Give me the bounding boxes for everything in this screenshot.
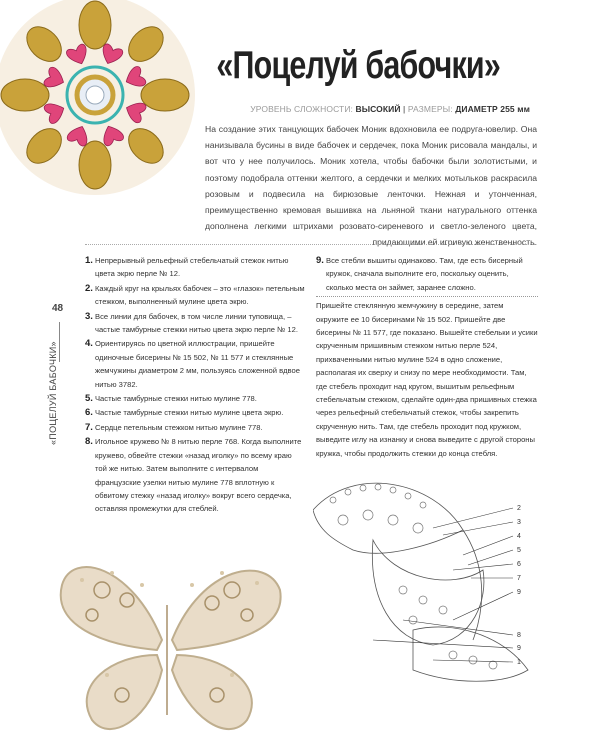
step-item xyxy=(85,337,305,391)
step-number: 3. xyxy=(85,310,93,322)
page-number: 48 xyxy=(52,303,64,314)
step-number: 8. xyxy=(85,436,93,448)
step-number: 6. xyxy=(85,407,93,419)
step-item xyxy=(85,406,305,419)
dotted-divider xyxy=(316,296,538,297)
meta-separator: | xyxy=(400,104,408,114)
step-number: 9. xyxy=(316,255,324,266)
diagram-label: 2 xyxy=(517,505,521,512)
step-text: Каждый круг на крыльях бабочек – это «глазок» петельным стежком, выполненный мулине цвета экрю. xyxy=(95,283,305,307)
step-text: Ориентируясь по цветной иллюстрации, пришейте одиночные бисерины № 15 502, № 11 577 и стеклянные жемчужины диаметром 2 мм, пользуясь сложенной вдвое нитью 3782. xyxy=(95,339,300,389)
step-text: Сердце петельным стежком нитью мулине 778. xyxy=(95,422,263,432)
sidebar-rule xyxy=(59,322,60,362)
diagram-label: 3 xyxy=(517,519,521,526)
level-label: УРОВЕНЬ СЛОЖНОСТИ: xyxy=(250,104,353,114)
step-text: Частые тамбурные стежки нитью мулине цвета экрю. xyxy=(95,408,284,418)
diagram-label: 1 xyxy=(517,659,521,666)
diagram-label: 5 xyxy=(517,547,521,554)
step-item xyxy=(85,254,305,281)
step-item xyxy=(316,254,538,294)
intro-paragraph: На создание этих танцующих бабочек Моник вдохновила ее подруга-ювелир. Она нанизывала бусины в виде бабочек и сердечек, пока Моник рисовала мандалы, и вот что у нее получилось. Моник хотела, чтобы бабочки были золотистыми, и поэтому подобрала оттенки желтого, а сердечки и мелких мотыльков раскрасила розовым и подвесила на бирюзовые ленточки. Нежная и утонченная, преимущественно кремовая вышивка на льняной ткани натурального оттенка дополнена легкими штрихами розовато-сиреневого и светло-зеленого цвета, придающими ей игривую женственность. xyxy=(205,124,537,248)
step-number: 1. xyxy=(85,255,93,266)
mandala-illustration xyxy=(0,0,215,215)
stitch-diagram xyxy=(313,470,533,688)
diagram-label: 8 xyxy=(517,632,521,639)
steps-list-left xyxy=(85,254,305,517)
step-text: Все стебли вышиты одинаково. Там, где есть бисерный кружок, сначала выполните его, поскольку оценить, сколько места он займет, заранее сложно. xyxy=(326,256,523,292)
step9-paragraph: Пришейте стеклянную жемчужину в середине, затем окружите ее 10 бисеринами № 15 502. Пришейте две бисерины № 11 577, где показано. Вышейте стебельки и усики скрученным пришивным стежком нитью перле 524, прихваченными нитью мулине 524 в одно сложение, располагая их сверху и снизу по мере необходимости. Там, где стебель проходит над кругом, вышитым рельефным стебельчатым стежком, сделайте один-два пришивных стежка через рельефный стебельчатый стежок, чтобы закрепить скрученную нить. Там, где стебель проходит под кружком, выведите иглу на изнанку и снова выведите с другой стороны кружка, чтобы продолжить стежки до конца стебля. xyxy=(316,301,538,458)
diagram-label: 9 xyxy=(517,645,521,652)
step-text: Все линии для бабочек, в том числе линии туповища, – частые тамбурные стежки нитью цвета экрю перле № 12. xyxy=(95,311,298,335)
step-text: Частые тамбурные стежки нитью мулине 778. xyxy=(95,394,257,404)
step-number: 2. xyxy=(85,282,93,294)
step-item xyxy=(85,282,305,309)
steps-list-right xyxy=(316,254,538,460)
step-item xyxy=(85,435,305,515)
step-text: Игольное кружево № 8 нитью перле 768. Когда выполните кружево, обвейте стежки «назад иголку» по всему краю той же нитью. Затем выполните с интервалом французские узелки нитью мулине 778 вплотную к обвитому стежку «назад иголку» вокруг всего сердечка, оставляя промежутки для стеблей. xyxy=(95,437,302,514)
step-item xyxy=(85,310,305,337)
step-number: 4. xyxy=(85,338,93,350)
page-title: «Поцелуй бабочки» xyxy=(216,44,500,87)
diagram-label: 7 xyxy=(517,575,521,582)
step-text: Непрерывный рельефный стебельчатый стежок нитью цвета экрю перле № 12. xyxy=(95,256,289,279)
diagram-label: 6 xyxy=(517,561,521,568)
pattern-meta xyxy=(250,104,530,114)
step-item xyxy=(85,392,305,405)
diagram-label: 4 xyxy=(517,533,521,540)
embroidered-butterfly-photo xyxy=(52,545,287,745)
step-number: 7. xyxy=(85,421,93,433)
step-number: 5. xyxy=(85,393,93,405)
level-value: ВЫСОКИЙ xyxy=(355,104,401,114)
size-value: ДИАМЕТР 255 мм xyxy=(455,104,530,114)
section-divider xyxy=(85,244,535,245)
size-label: РАЗМЕРЫ: xyxy=(407,104,453,114)
diagram-label: 9 xyxy=(517,589,521,596)
step-item xyxy=(85,421,305,434)
sidebar-section-title: «ПОЦЕЛУЙ БАБОЧКИ» xyxy=(48,341,58,445)
